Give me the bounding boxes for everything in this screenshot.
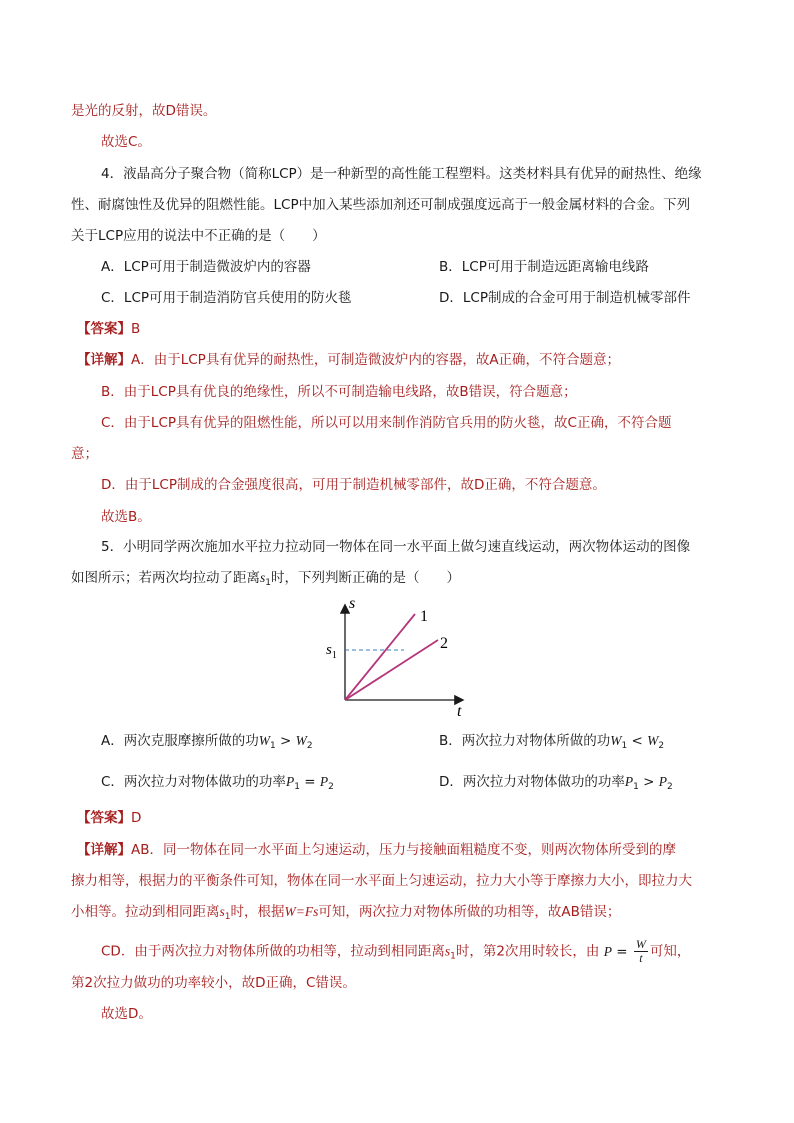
q5-stem-line2: 如图所示；若两次均拉动了距离$s_1$时，下列判断正确的是（ ） <box>71 570 460 588</box>
q5-answer: 【答案】D <box>77 810 142 826</box>
prev-choice: 故选C。 <box>101 134 151 150</box>
q5-detail-ab3: 小相等。拉动到相同距离$s_1$时，根据W=Fs可知，两次拉力对物体所做的功相等，故AB错误； <box>71 904 621 922</box>
q4-choice: 故选B。 <box>101 509 151 525</box>
q4-detail-b: B．由于LCP具有优良的绝缘性，所以不可制造输电线路，故B错误，符合题意； <box>101 384 577 400</box>
q5-choice: 故选D。 <box>101 1006 152 1022</box>
q4-option-d: D．LCP制成的合金可用于制造机械零部件 <box>439 290 691 306</box>
q4-detail-c2: 意； <box>71 446 98 462</box>
q5-detail-ab1: 【详解】AB．同一物体在同一水平面上匀速运动，压力与接触面粗糙度不变，则两次物体所受到的摩 <box>77 842 676 858</box>
s1-label: $s_1$ <box>326 642 337 661</box>
q5-detail-cd2: 第2次拉力做功的功率较小，故D正确，C错误。 <box>71 975 356 991</box>
q4-option-b: B．LCP可用于制造远距离输电线路 <box>439 259 649 275</box>
q4-answer: 【答案】B <box>77 321 141 337</box>
series-label-2: 2 <box>440 635 448 652</box>
x-axis-label: t <box>457 703 462 720</box>
q4-option-a: A．LCP可用于制造微波炉内的容器 <box>101 259 311 275</box>
q4-detail-a: 【详解】A．由于LCP具有优异的耐热性，可制造微波炉内的容器，故A正确，不符合题意； <box>77 352 621 368</box>
series-line-1 <box>345 614 415 700</box>
q5-option-a: A．两次克服摩擦所做的功$W_1 > W_2$ <box>101 733 313 751</box>
series-line-2 <box>345 640 438 700</box>
y-axis-label: s <box>349 595 356 612</box>
q4-detail-c1: C．由于LCP具有优异的阻燃性能，所以可以用来制作消防官兵用的防火毯，故C正确，不符合题 <box>101 415 672 431</box>
series-label-1: 1 <box>420 608 428 625</box>
s-t-graph <box>320 590 480 720</box>
power-formula: P = $\frac{W}{t}$ <box>603 937 646 965</box>
q5-detail-ab2: 擦力相等，根据力的平衡条件可知，物体在同一水平面上匀速运动，拉力大小等于摩擦力大小，即拉力大 <box>71 873 692 889</box>
q4-stem-line1: 4．液晶高分子聚合物（简称LCP）是一种新型的高性能工程塑料。这类材料具有优异的耐热性、绝缘 <box>101 166 702 182</box>
q5-option-b: B．两次拉力对物体所做的功$W_1 < W_2$ <box>439 733 665 751</box>
q5-option-c: C．两次拉力对物体做功的功率$P_1 = P_2$ <box>101 774 334 792</box>
q4-stem-line3: 关于LCP应用的说法中不正确的是（ ） <box>71 228 326 244</box>
q4-detail-d: D．由于LCP制成的合金强度很高，可用于制造机械零部件，故D正确，不符合题意。 <box>101 477 606 493</box>
q5-option-d: D．两次拉力对物体做功的功率$P_1 > P_2$ <box>439 774 673 792</box>
q4-stem-line2: 性、耐腐蚀性及优异的阻燃性能。LCP中加入某些添加剂还可制成强度远高于一般金属材料的合金。下列 <box>71 197 691 213</box>
q4-option-c: C．LCP可用于制造消防官兵使用的防火毯 <box>101 290 352 306</box>
q5-detail-cd1: CD．由于两次拉力对物体所做的功相等，拉动到相同距离$s_1$时，第2次用时较长，由 P = $\frac{W}{t}$ 可知， <box>101 937 691 965</box>
q5-stem-line1: 5．小明同学两次施加水平拉力拉动同一物体在同一水平面上做匀速直线运动，两次物体运动的图像 <box>101 539 691 555</box>
prev-explanation-end: 是光的反射，故D错误。 <box>71 103 217 119</box>
